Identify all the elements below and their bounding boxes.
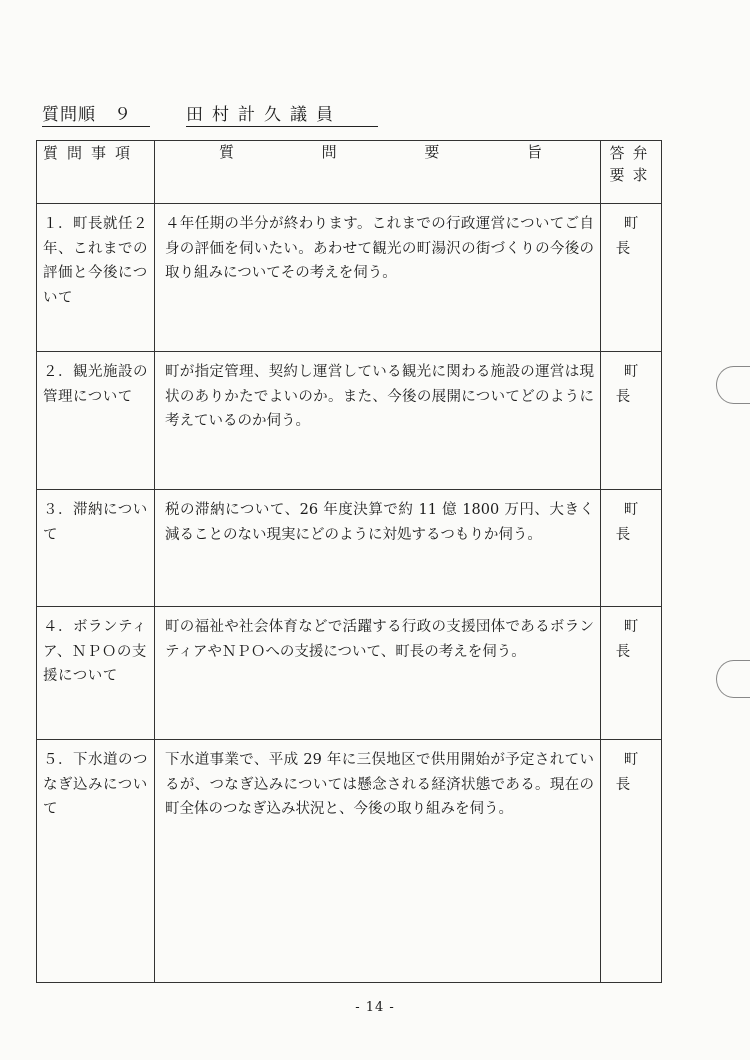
answer-request: 町長	[601, 204, 662, 352]
question-summary: 町が指定管理、契約し運営している観光に関わる施設の運営は現状のありかたでよいのか。また、今後の展開についてどのように考えているのか伺う。	[155, 352, 601, 490]
answer-request: 町長	[601, 740, 662, 983]
column-header-answer: 答弁要求	[601, 141, 662, 204]
question-item: ４．ボランティア、ＮＰＯの支援について	[37, 607, 155, 740]
question-summary: ４年任期の半分が終わります。これまでの行政運営についてご自身の評価を伺いたい。あわせて観光の町湯沢の街づくりの今後の取り組みについてその考えを伺う。	[155, 204, 601, 352]
question-summary: 税の滞納について、26 年度決算で約 11 億 1800 万円、大きく減ることのない現実にどのように対処するつもりか伺う。	[155, 490, 601, 607]
summary-heading-char: 旨	[526, 143, 542, 161]
question-order: 質問順 ９	[42, 100, 150, 127]
question-summary: 下水道事業で、平成 29 年に三俣地区で供用開始が予定されているが、つなぎ込みについては懸念される経済状態である。現在の町全体のつなぎ込み状況と、今後の取り組みを伺う。	[155, 740, 601, 983]
table-row	[37, 607, 662, 740]
punch-hole	[716, 366, 750, 404]
punch-hole	[716, 660, 750, 698]
question-item: ５．下水道のつなぎ込みについて	[37, 740, 155, 983]
table-row	[37, 352, 662, 490]
summary-heading-char: 質	[219, 143, 235, 161]
table-row	[37, 490, 662, 607]
answer-request: 町長	[601, 352, 662, 490]
table-header-row	[37, 141, 662, 204]
question-item: １．町長就任２年、これまでの評価と今後について	[37, 204, 155, 352]
column-header-summary	[155, 141, 601, 204]
table-row	[37, 204, 662, 352]
question-item: ３．滞納について	[37, 490, 155, 607]
answer-request: 町長	[601, 607, 662, 740]
member-name: 田村計久議員	[186, 100, 378, 127]
column-header-item: 質問事項	[37, 141, 155, 204]
page-number: - 14 -	[355, 1000, 395, 1015]
question-summary: 町の福祉や社会体育などで活躍する行政の支援団体であるボランティアやＮＰＯへの支援について、町長の考えを伺う。	[155, 607, 601, 740]
summary-heading-char: 問	[321, 143, 337, 161]
summary-heading-char: 要	[424, 143, 440, 161]
question-item: ２．観光施設の管理について	[37, 352, 155, 490]
question-table	[36, 140, 662, 983]
answer-request: 町長	[601, 490, 662, 607]
table-row	[37, 740, 662, 983]
